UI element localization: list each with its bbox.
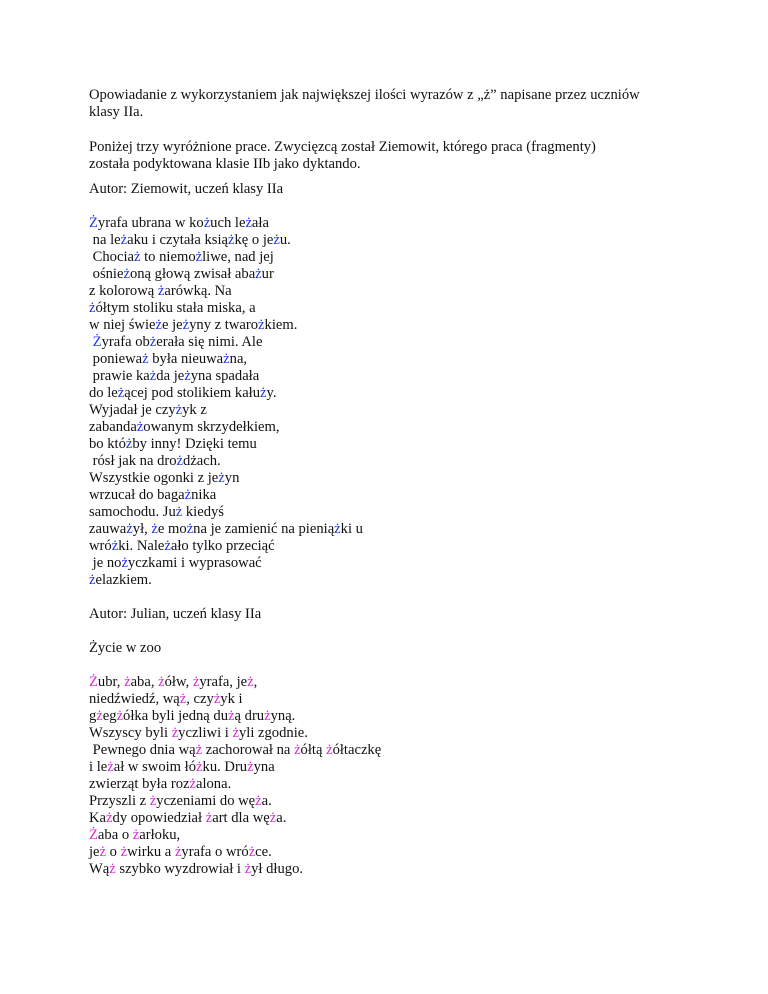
text-segment: zwierząt była roz — [89, 776, 190, 792]
text-segment: ubr, — [97, 674, 125, 690]
poem-line — [89, 402, 728, 419]
intro-line: Opowiadanie z wykorzystaniem jak największej ilości wyrazów z „ż” napisane przez uczniów — [89, 87, 640, 103]
highlighted-letter: ż — [218, 470, 225, 486]
highlighted-letter: ż — [205, 810, 213, 826]
text-segment: a. — [261, 793, 272, 809]
poem-line — [89, 521, 728, 538]
highlighted-letter: ż — [258, 317, 265, 333]
highlighted-letter: ż — [232, 725, 239, 741]
text-segment: yczkami i wyprasować — [127, 555, 262, 571]
text-segment: była nieuwa — [148, 351, 224, 367]
highlighted-letter: ż — [116, 708, 124, 724]
poem-line — [89, 827, 728, 844]
text-segment: ała — [251, 215, 269, 231]
highlighted-letter: Ż — [89, 674, 98, 690]
poem-line — [89, 691, 728, 708]
text-segment: yny z twaro — [189, 317, 259, 333]
highlighted-letter: ż — [244, 861, 252, 877]
poem-line — [89, 572, 728, 589]
poem-line — [89, 368, 728, 385]
highlighted-letter: Ż — [89, 215, 98, 231]
highlighted-letter: ż — [260, 385, 267, 401]
text-segment: yczeniami do wę — [156, 793, 256, 809]
text-segment: arówką. Na — [164, 283, 232, 299]
highlighted-letter: ż — [149, 793, 157, 809]
text-segment: zachorował na — [202, 742, 295, 758]
highlighted-letter: ż — [175, 402, 183, 418]
text-segment: ółtaczkę — [332, 742, 382, 758]
text-segment: ył długo. — [251, 861, 304, 877]
highlighted-letter: ż — [151, 521, 158, 537]
text-segment: y. — [266, 385, 277, 401]
highlighted-letter: ż — [134, 249, 141, 265]
text-segment: Ka — [89, 810, 107, 826]
poem-line — [89, 283, 728, 300]
text-segment: ółtą — [300, 742, 327, 758]
poem-line — [89, 266, 728, 283]
text-segment: aku i czytała ksią — [127, 232, 228, 248]
highlighted-letter: ż — [123, 266, 130, 282]
poem-line — [89, 708, 728, 725]
highlighted-letter: ż — [273, 232, 280, 248]
text-segment: o — [106, 844, 121, 860]
text-segment: Wszyscy byli — [89, 725, 172, 741]
poem-line — [89, 453, 728, 470]
poem-line — [89, 810, 728, 827]
highlighted-letter: ż — [89, 300, 96, 316]
text-segment: Wą — [89, 861, 110, 877]
highlighted-letter: ż — [182, 317, 190, 333]
text-segment: to niemo — [140, 249, 196, 265]
text-segment: ur — [261, 266, 274, 282]
highlighted-letter: ż — [136, 419, 144, 435]
poem-line — [89, 317, 728, 334]
text-segment: i le — [89, 759, 108, 775]
text-segment: ącej pod stolikiem kału — [124, 385, 261, 401]
text-segment: yli zgodnie. — [238, 725, 308, 741]
text-segment: yrafa ob — [101, 334, 150, 350]
highlighted-letter: ż — [155, 317, 162, 333]
summary-paragraph — [89, 139, 728, 173]
text-segment: art dla wę — [212, 810, 270, 826]
highlighted-letter: ż — [96, 708, 103, 724]
intro-line: klasy IIa. — [89, 104, 144, 120]
poem-line — [89, 861, 728, 878]
poem-line — [89, 385, 728, 402]
text-segment: by inny! Dzięki temu — [132, 436, 257, 452]
highlighted-letter: Ż — [89, 827, 98, 843]
highlighted-letter: ż — [89, 572, 96, 588]
text-segment: oną głową zwisał aba — [129, 266, 256, 282]
text-segment: yrafa o wró — [181, 844, 249, 860]
text-segment: yczliwi i — [178, 725, 233, 741]
text-segment: wró — [89, 538, 112, 554]
text-segment: kiem. — [264, 317, 298, 333]
author-line: Autor: Ziemowit, uczeń klasy IIa — [89, 181, 284, 197]
text-segment: Wyjadał je czy — [89, 402, 176, 418]
text-segment: e je — [161, 317, 183, 333]
text-segment: yn — [224, 470, 240, 486]
text-segment: ył, — [132, 521, 152, 537]
poem-line — [89, 844, 728, 861]
highlighted-letter: ż — [126, 521, 133, 537]
text-segment: liwe, nad jej — [202, 249, 274, 265]
poem-line — [89, 793, 728, 810]
poem-line — [89, 487, 728, 504]
text-segment: ki. Nale — [118, 538, 165, 554]
text-segment: e mo — [157, 521, 187, 537]
text-segment: Wszystkie ogonki z je — [89, 470, 219, 486]
highlighted-letter: ż — [176, 453, 184, 469]
poem-line — [89, 300, 728, 317]
highlighted-letter: ż — [189, 776, 196, 792]
text-segment: erała się nimi. Ale — [156, 334, 263, 350]
highlighted-letter: ż — [255, 793, 262, 809]
text-segment: a. — [276, 810, 287, 826]
text-segment: dy opowiedział — [112, 810, 206, 826]
poem-line — [89, 555, 728, 572]
text-segment: ał w swoim łó — [113, 759, 197, 775]
text-segment: eg — [102, 708, 117, 724]
text-segment: kiedyś — [182, 504, 224, 520]
highlighted-letter: ż — [124, 674, 131, 690]
poem-line — [89, 470, 728, 487]
poem-line — [89, 334, 728, 351]
story1-poem — [89, 215, 728, 589]
highlighted-letter: ż — [107, 759, 114, 775]
highlighted-letter: ż — [247, 759, 254, 775]
text-segment: yk i — [220, 691, 243, 707]
poem-line — [89, 504, 728, 521]
text-segment: prawie ka — [89, 368, 150, 384]
highlighted-letter: ż — [269, 810, 277, 826]
text-segment: w niej świe — [89, 317, 156, 333]
story2-poem — [89, 674, 728, 878]
highlighted-letter: ż — [334, 521, 341, 537]
text-segment: ki u — [340, 521, 363, 537]
highlighted-letter: ż — [245, 215, 252, 231]
text-segment: ośnie — [89, 266, 124, 282]
text-segment: ółtym stoliku stała miska, a — [95, 300, 256, 316]
poem-line — [89, 538, 728, 555]
highlighted-letter: ż — [149, 334, 157, 350]
highlighted-letter: ż — [184, 487, 192, 503]
text-segment: do le — [89, 385, 118, 401]
text-segment: wirku a — [127, 844, 175, 860]
highlighted-letter: Ż — [92, 334, 102, 350]
poem-line — [89, 759, 728, 776]
text-segment: je — [89, 844, 100, 860]
text-segment: na, — [229, 351, 248, 367]
highlighted-letter: ż — [228, 232, 235, 248]
story2-title — [89, 640, 728, 657]
highlighted-letter: ż — [294, 742, 301, 758]
text-segment: aba, — [130, 674, 159, 690]
text-segment: ce. — [255, 844, 272, 860]
text-segment: yrafa ubrana w ko — [97, 215, 204, 231]
highlighted-letter: ż — [157, 283, 165, 299]
highlighted-letter: ż — [196, 759, 203, 775]
highlighted-letter: ż — [248, 844, 256, 860]
text-segment: yna spadała — [190, 368, 260, 384]
text-segment: arłoku, — [139, 827, 181, 843]
text-segment: uch le — [210, 215, 246, 231]
text-segment: ku. Dru — [202, 759, 248, 775]
text-segment: niedźwiedź, wą — [89, 691, 180, 707]
text-segment: szybko wyzdrowiał i — [115, 861, 245, 877]
text-segment: yk z — [182, 402, 207, 418]
highlighted-letter: ż — [132, 827, 140, 843]
poem-line — [89, 232, 728, 249]
poem-line — [89, 776, 728, 793]
text-segment: na je zamienić na pienią — [193, 521, 335, 537]
text-segment: Pewnego dnia wą — [89, 742, 196, 758]
text-segment: owanym skrzydełkiem, — [143, 419, 280, 435]
text-segment: wrzucał do baga — [89, 487, 185, 503]
highlighted-letter: ż — [158, 674, 165, 690]
highlighted-letter: ż — [264, 708, 271, 724]
highlighted-letter: ż — [186, 521, 194, 537]
highlighted-letter: ż — [192, 674, 200, 690]
text-segment: rósł jak na dro — [89, 453, 177, 469]
highlighted-letter: ż — [326, 742, 333, 758]
text-segment: poniewa — [89, 351, 143, 367]
text-segment: Chocia — [89, 249, 134, 265]
highlighted-letter: ż — [106, 810, 113, 826]
text-segment: je no — [89, 555, 122, 571]
poem-line — [89, 742, 728, 759]
text-segment: da je — [156, 368, 185, 384]
highlighted-letter: ż — [174, 844, 182, 860]
story2-author — [89, 606, 728, 623]
text-segment: dżach. — [183, 453, 221, 469]
highlighted-letter: ż — [121, 555, 128, 571]
text-segment: yna — [253, 759, 275, 775]
highlighted-letter: ż — [120, 232, 128, 248]
text-segment: , — [253, 674, 258, 690]
text-segment: g — [89, 708, 97, 724]
highlighted-letter: ż — [228, 708, 235, 724]
text-segment: na le — [89, 232, 121, 248]
poem-line — [89, 215, 728, 232]
story-title: Życie w zoo — [89, 640, 162, 656]
poem-line — [89, 674, 728, 691]
highlighted-letter: ż — [111, 538, 119, 554]
text-segment: zauwa — [89, 521, 127, 537]
intro-paragraph — [89, 87, 728, 121]
poem-line — [89, 419, 728, 436]
text-segment: u. — [279, 232, 291, 248]
text-segment: aba o — [97, 827, 133, 843]
highlighted-letter: ż — [223, 351, 230, 367]
text-segment: yrafa, je — [199, 674, 248, 690]
highlighted-letter: ż — [255, 266, 262, 282]
text-segment: zabanda — [89, 419, 137, 435]
story1-author — [89, 181, 728, 198]
poem-line — [89, 249, 728, 266]
highlighted-letter: ż — [142, 351, 149, 367]
poem-line — [89, 351, 728, 368]
text-segment: ółw, — [164, 674, 193, 690]
highlighted-letter: ż — [117, 385, 125, 401]
text-segment: elazkiem. — [95, 572, 152, 588]
summary-line: została podyktowana klasie IIb jako dyktando. — [89, 156, 361, 172]
highlighted-letter: ż — [184, 368, 191, 384]
text-segment: samochodu. Ju — [89, 504, 176, 520]
text-segment: z kolorową — [89, 283, 158, 299]
highlighted-letter: ż — [109, 861, 116, 877]
highlighted-letter: ż — [195, 742, 203, 758]
highlighted-letter: ż — [175, 504, 183, 520]
highlighted-letter: ż — [179, 691, 187, 707]
text-segment: alona. — [195, 776, 232, 792]
highlighted-letter: ż — [99, 844, 107, 860]
author-line: Autor: Julian, uczeń klasy IIa — [89, 606, 262, 622]
highlighted-letter: ż — [171, 725, 179, 741]
text-segment: yną. — [270, 708, 296, 724]
highlighted-letter: ż — [125, 436, 133, 452]
text-segment: ało tylko przeciąć — [170, 538, 275, 554]
text-segment: , czy — [186, 691, 214, 707]
summary-line: Poniżej trzy wyróżnione prace. Zwycięzcą został Ziemowit, którego praca (fragmenty) — [89, 139, 596, 155]
poem-line — [89, 725, 728, 742]
highlighted-letter: ż — [213, 691, 221, 707]
highlighted-letter: ż — [203, 215, 211, 231]
highlighted-letter: ż — [247, 674, 254, 690]
highlighted-letter: ż — [195, 249, 203, 265]
text-segment: kę o je — [234, 232, 274, 248]
text-segment: Przyszli z — [89, 793, 150, 809]
highlighted-letter: ż — [120, 844, 128, 860]
text-segment: nika — [191, 487, 217, 503]
text-segment: ółka byli jedną du — [123, 708, 229, 724]
text-segment: bo któ — [89, 436, 126, 452]
highlighted-letter: ż — [149, 368, 157, 384]
highlighted-letter: ż — [164, 538, 171, 554]
text-segment: ą dru — [234, 708, 265, 724]
poem-line — [89, 436, 728, 453]
